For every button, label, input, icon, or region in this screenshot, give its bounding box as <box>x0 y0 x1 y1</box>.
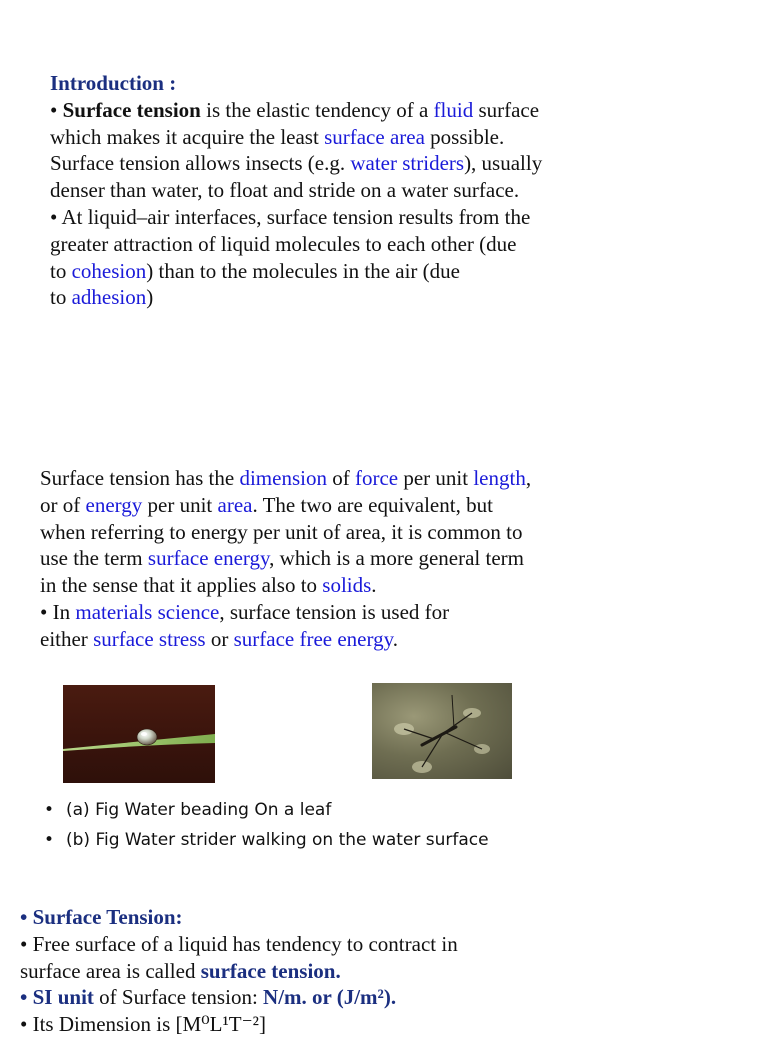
link-cohesion[interactable]: cohesion <box>71 258 147 283</box>
text: to <box>50 258 72 283</box>
figure-captions <box>44 795 489 855</box>
bullet: • <box>40 599 48 624</box>
link-force[interactable]: force <box>354 466 399 490</box>
text: use the term <box>40 546 148 571</box>
leaf-illustration <box>63 685 215 783</box>
caption-a-text: (a) Fig Water beading On a leaf <box>66 800 332 820</box>
caption-a <box>44 795 489 825</box>
para2-line-1 <box>40 465 531 492</box>
intro-line-2 <box>50 124 542 151</box>
para2-line-7 <box>40 626 531 653</box>
link-fluid[interactable]: fluid <box>433 97 474 122</box>
link-water-striders[interactable]: water striders <box>350 151 465 176</box>
text: In <box>47 599 76 624</box>
text: which makes it acquire the least <box>50 124 325 149</box>
link-surface-stress[interactable]: surface stress <box>93 626 206 651</box>
text: to <box>50 285 72 310</box>
bullet: • <box>20 905 28 929</box>
text: . The two are equivalent, but <box>252 492 493 517</box>
text: ) <box>146 285 154 310</box>
bullet: • <box>20 1012 28 1037</box>
text: , surface tension is used for <box>219 599 450 624</box>
text: per unit <box>398 466 474 490</box>
introduction-heading: Introduction : <box>50 71 177 95</box>
section3-line-1 <box>20 931 458 958</box>
text: . <box>392 626 398 651</box>
text: per unit <box>142 492 218 517</box>
water-strider-illustration <box>372 683 512 779</box>
surface-tension-term: surface tension. <box>200 958 341 983</box>
link-area[interactable]: area <box>217 492 253 517</box>
text: Surface tension has the <box>40 466 240 490</box>
link-surface-area[interactable]: surface area <box>324 124 425 149</box>
link-dimension[interactable]: dimension <box>239 466 327 490</box>
section3-heading-line <box>20 904 458 931</box>
text: surface <box>473 97 540 122</box>
bullet: • <box>50 97 58 122</box>
text: Surface tension allows insects (e.g. <box>50 151 351 176</box>
intro-line-1 <box>50 97 542 124</box>
intro-line-8 <box>50 284 542 311</box>
bullet: • <box>20 931 28 956</box>
para2-line-2 <box>40 492 531 519</box>
text: Free surface of a liquid has tendency to contract in <box>27 931 458 956</box>
text: ) than to the molecules in the air (due <box>146 258 460 283</box>
para2-line-6 <box>40 599 531 626</box>
text: Its Dimension is [M⁰L¹T⁻²] <box>27 1012 266 1037</box>
text: . <box>371 573 377 598</box>
text: At liquid–air interfaces, surface tension results from the <box>57 204 531 229</box>
text: or <box>205 626 234 651</box>
para2-line-5 <box>40 572 531 599</box>
section3-line-4 <box>20 1011 458 1038</box>
water-beading-leaf-image <box>63 685 215 783</box>
surface-tension-section <box>20 904 458 1038</box>
water-strider-image <box>372 683 512 779</box>
surface-tension-heading: Surface Tension: <box>32 905 183 929</box>
text: of Surface tension: <box>93 985 264 1010</box>
link-materials-science[interactable]: materials science <box>75 599 220 624</box>
caption-b <box>44 825 489 855</box>
link-energy[interactable]: energy <box>85 492 143 517</box>
text: , which is a more general term <box>269 546 524 571</box>
text: of <box>326 466 355 490</box>
text: , <box>525 466 532 490</box>
text: surface area is called <box>20 958 201 983</box>
link-surface-free-energy[interactable]: surface free energy <box>233 626 393 651</box>
text: either <box>40 626 94 651</box>
surface-tension-term: Surface tension <box>62 97 201 122</box>
intro-line-4: denser than water, to float and stride on a water surface. <box>50 178 520 203</box>
text: possible. <box>424 124 505 149</box>
link-solids[interactable]: solids <box>322 573 372 598</box>
link-surface-energy[interactable]: surface energy <box>147 546 270 571</box>
si-unit-label: SI unit <box>32 985 94 1010</box>
para2-line-4 <box>40 545 531 572</box>
section3-line-3 <box>20 984 458 1011</box>
bullet: • <box>20 985 28 1010</box>
link-adhesion[interactable]: adhesion <box>71 285 147 310</box>
intro-line-7 <box>50 258 542 285</box>
section3-line-2 <box>20 958 458 985</box>
text: in the sense that it applies also to <box>40 573 323 598</box>
text: is the elastic tendency of a <box>200 97 434 122</box>
intro-line-6: greater attraction of liquid molecules to each other (due <box>50 231 517 256</box>
intro-line-3 <box>50 150 542 177</box>
intro-line-5 <box>50 204 542 231</box>
text: ), usually <box>464 151 543 176</box>
si-unit-value: N/m. or (J/m²). <box>263 985 397 1010</box>
introduction-section <box>50 70 542 311</box>
caption-b-text: (b) Fig Water strider walking on the water surface <box>66 830 489 850</box>
bullet: • <box>44 830 55 850</box>
bullet: • <box>44 800 55 820</box>
link-length[interactable]: length <box>473 466 526 490</box>
dimension-paragraph <box>40 465 531 653</box>
para2-line-3: when referring to energy per unit of area, it is common to <box>40 519 523 544</box>
bullet: • <box>50 204 58 229</box>
text: or of <box>40 492 86 517</box>
